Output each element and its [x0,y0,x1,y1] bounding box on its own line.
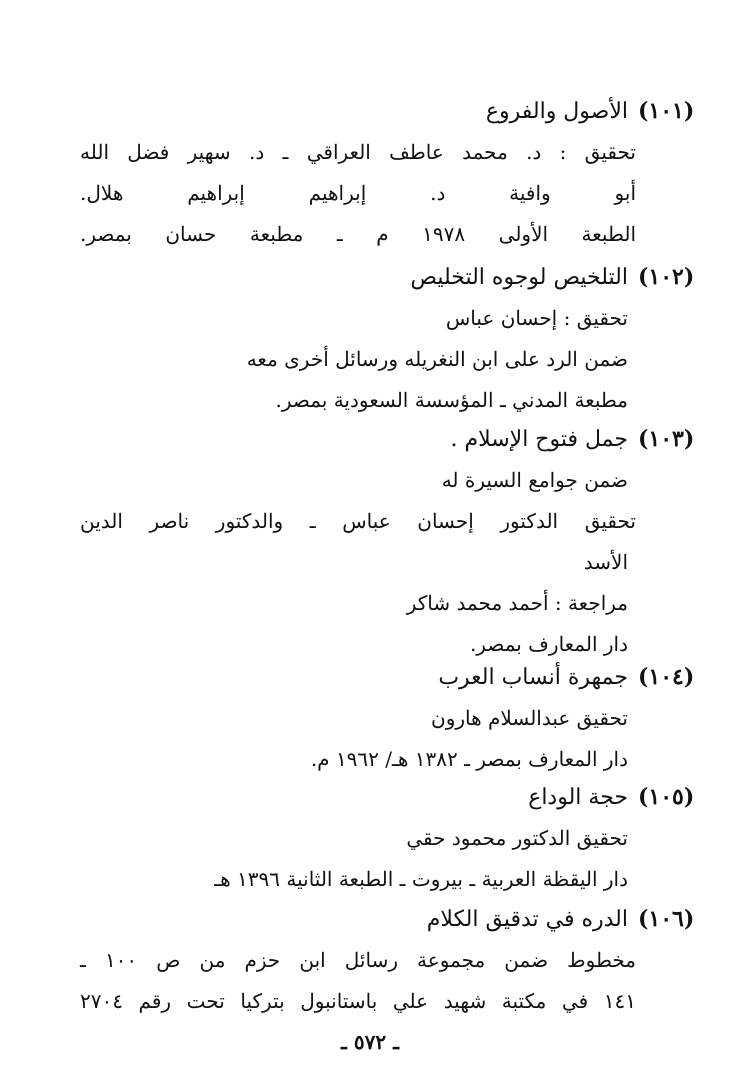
bibliography-entry-103 [80,420,695,665]
entry-line: تحقيق : إحسان عباس [445,306,628,330]
entry-line: ١٤١ في مكتبة شهيد علي باستانبول بتركيا تحت رقم ٢٧٠٤ [80,989,636,1013]
entry-line: الأسد [583,550,628,574]
bibliography-entry-102 [80,258,695,421]
entry-title: حجة الوداع [528,785,628,810]
entry-line: ضمن الرد على ابن النغريله ورسائل أخرى معه [246,347,628,371]
bibliography-entry-104 [80,658,695,780]
entry-line: تحقيق عبدالسلام هارون [431,706,628,730]
entry-line: مطبعة المدني ـ المؤسسة السعودية بمصر. [275,388,628,412]
entry-line: دار اليقظة العربية ـ بيروت ـ الطبعة الثانية ١٣٩٦ هـ [214,867,628,891]
entry-line: أبو وافية د. إبراهيم إبراهيم هلال. [80,181,636,205]
entry-number: (١٠١) [638,98,695,124]
entry-number: (١٠٤) [638,664,695,690]
entry-line: دار المعارف بمصر ـ ١٣٨٢ هـ/ ١٩٦٢ م. [310,747,628,771]
entry-line: مراجعة : أحمد محمد شاكر [406,591,628,615]
entry-number: (١٠٣) [638,426,695,452]
entry-title: الأصول والفروع [485,99,628,124]
entry-line: تحقيق الدكتور إحسان عباس ـ والدكتور ناصر الدين [80,509,636,533]
entry-line: مخطوط ضمن مجموعة رسائل ابن حزم من ص ١٠٠ ـ [80,948,636,972]
entry-line: الطبعة الأولى ١٩٧٨ م ـ مطبعة حسان بمصر. [80,222,637,246]
entry-number: (١٠٦) [638,906,695,932]
entry-line: تحقيق : د. محمد عاطف العراقي ـ د. سهير فضل الله [80,140,636,164]
page-number: ـ ٥٧٢ ـ [341,1030,399,1054]
bibliography-entry-101 [80,92,695,255]
bibliography-entry-105 [80,778,695,900]
entry-title: الدره في تدقيق الكلام [426,907,628,932]
entry-number: (١٠٢) [638,264,695,290]
entry-line: ضمن جوامع السيرة له [441,468,628,492]
entry-line: تحقيق الدكتور محمود حقي [406,826,628,850]
entry-title: التلخيص لوجوه التخليص [410,265,628,290]
bibliography-entry-106 [80,900,695,1022]
entry-line: دار المعارف بمصر. [469,632,628,656]
entry-number: (١٠٥) [638,784,695,810]
entry-title: جمهرة أنساب العرب [438,665,628,690]
entry-title: جمل فتوح الإسلام . [450,427,628,452]
